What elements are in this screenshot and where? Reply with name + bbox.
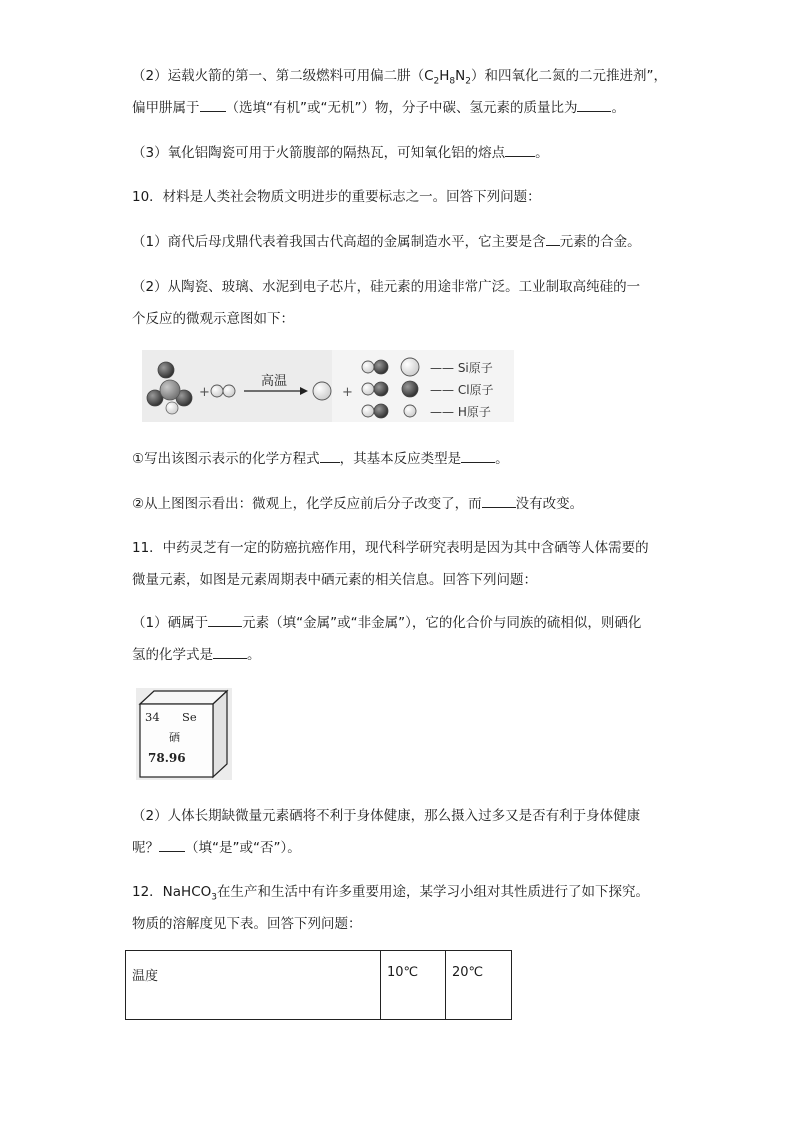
q11-part1-a: （1）硒属于 [132,615,209,631]
q9-part2-line2-b: （选填“有机”或“无机”）物，分子中碳、氢元素的质量比为 [225,100,578,116]
table-header-10c: 10℃ [381,951,446,1020]
element-symbol: Se [182,710,197,724]
table-header-temperature: 温度 [126,951,381,1020]
table-header-20c: 20℃ [446,951,512,1020]
q10-intro: 10．材料是人类社会物质文明进步的重要标志之一。回答下列问题： [132,189,541,205]
q9-formula-sub-h: 8 [449,76,456,87]
si-atom-product [313,382,331,400]
reaction-condition-label: 高温 [261,374,288,389]
q10-sub2-b: 没有改变。 [515,496,584,512]
answer-blank[interactable] [213,644,247,659]
q12-intro-a: 12．NaHCO [132,884,212,900]
q9-part2-text-a: 运载火箭的第一、第二级燃料可用偏二肼（C [167,68,434,84]
q9-part3 [132,137,672,169]
q9-part3-text-a: （3）氧化铝陶瓷可用于火箭腹部的隔热瓦，可知氧化铝的熔点 [132,145,506,161]
q11-part1-line2 [132,639,672,671]
q11-intro-line2: 微量元素，如图是元素周期表中硒元素的相关信息。回答下列问题： [132,572,537,588]
q9-part2-line2-c: 。 [611,100,625,116]
q9-part2-text-b: ）和四氧化二氮的二元推进剂”， [471,68,667,84]
q12-formula-sub: 3 [211,892,217,903]
legend-cl-label: —— Cl原子 [430,383,494,397]
legend-h-atom [404,405,416,417]
q11-part1-line1 [132,607,672,639]
q10-sub1 [132,443,672,475]
atomic-number: 34 [145,710,160,724]
q11-part2-a: 呢？ [132,840,159,856]
q11-part2-line2 [132,832,672,864]
answer-blank[interactable] [505,142,535,157]
q9-part2-label: （2） [132,68,168,84]
q10-sub1-b: ，其基本反应类型是 [339,451,462,467]
q10-sub2 [132,488,672,520]
q9-formula-n: N [455,68,466,84]
selenium-element-tile [136,688,232,780]
answer-blank[interactable] [208,612,242,627]
element-name: 硒 [169,731,180,744]
q9-formula-sub-n: 2 [465,76,471,87]
q11-part2-line1: （2）人体长期缺微量元素硒将不利于身体健康，那么摄入过多又是否有利于身体健康 [132,808,641,824]
table-row [126,951,512,1020]
q10-part1-a: （1）商代后母戊鼎代表着我国古代高超的金属制造水平，它主要是含 [132,234,546,250]
answer-blank[interactable] [577,97,611,112]
q11-intro-line1: 11．中药灵芝有一定的防癌抗癌作用，现代科学研究表明是因为其中含硒等人体需要的 [132,540,649,556]
q11-part1-c: 氢的化学式是 [132,647,213,663]
legend-si-atom [401,358,419,376]
q11-part1-b: 元素（填“金属”或“非金属”），它的化合价与同族的硫相似，则硒化 [242,615,642,631]
q9-formula-h: H [439,68,450,84]
plus-sign-1: + [199,385,210,400]
q10-part2-line2: 个反应的微观示意图如下： [132,311,294,327]
q12-intro-b: 在生产和生活中有许多重要用途，某学习小组对其性质进行了如下探究。 [217,884,649,900]
q11-part2-b: （填“是”或“否”）。 [185,840,301,856]
q9-formula-sub-c: 2 [433,76,440,87]
q10-part2-line1: （2）从陶瓷、玻璃、水泥到电子芯片，硅元素的用途非常广泛。工业制取高纯硅的一 [132,279,641,295]
answer-blank[interactable] [320,448,340,463]
q10-sub1-a: ①写出该图示表示的化学方程式 [132,451,320,467]
atomic-mass: 78.96 [148,751,186,765]
answer-blank[interactable] [546,231,560,246]
answer-blank[interactable] [200,97,226,112]
q10-sub1-c: 。 [495,451,509,467]
q9-part2-line2-a: 偏甲肼属于 [132,100,200,116]
q11-part1-d: 。 [247,647,261,663]
q10-part1-b: 元素的合金。 [559,234,641,250]
answer-blank[interactable] [159,837,185,852]
plus-sign-2: + [342,385,353,400]
q10-sub2-a: ②从上图图示看出：微观上，化学反应前后分子改变了，而 [132,496,482,512]
answer-blank[interactable] [461,448,495,463]
legend-h-label: —— H原子 [430,405,491,419]
legend-cl-atom [402,381,418,397]
q9-part2-line2 [132,92,672,124]
legend-si-label: —— Si原子 [430,361,493,375]
q10-part1 [132,226,672,258]
hcl-molecules [362,360,388,418]
tile-top-face [140,691,227,704]
answer-blank[interactable] [482,493,516,508]
solubility-table [125,950,512,1020]
q12-intro-line2: 物质的溶解度见下表。回答下列问题： [132,916,362,932]
tile-side-face [213,691,227,777]
reaction-diagram [142,350,514,422]
q9-part3-text-b: 。 [535,145,549,161]
